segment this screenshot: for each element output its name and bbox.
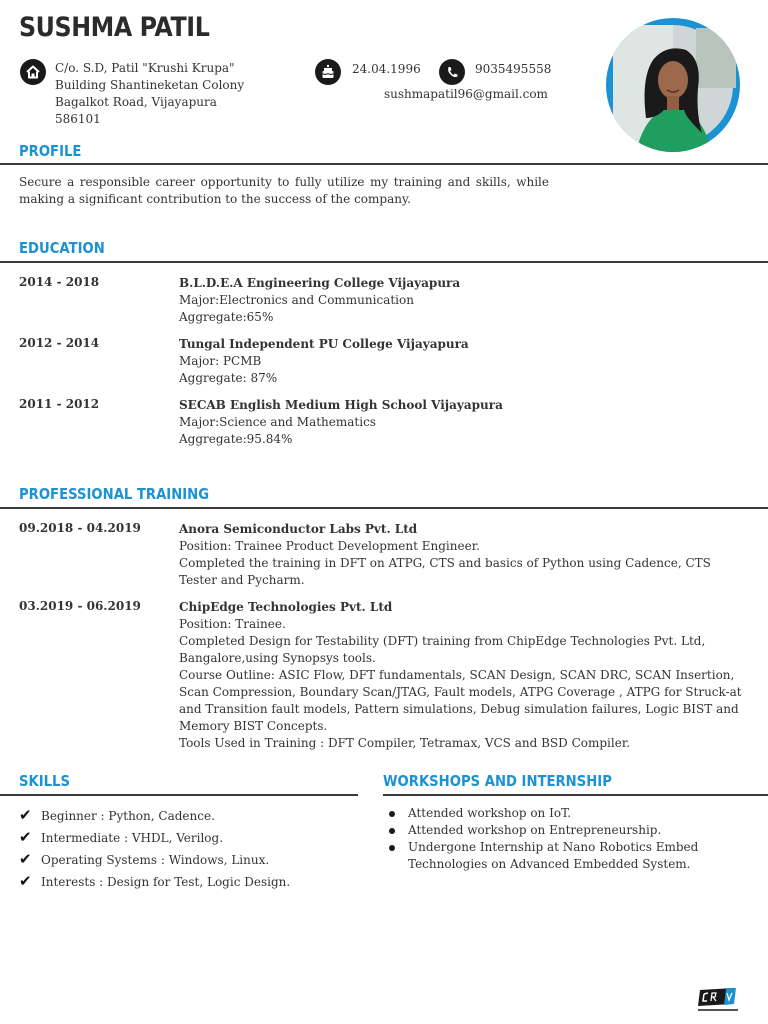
section-divider bbox=[0, 507, 768, 509]
date-of-birth: 24.04.1996 bbox=[352, 62, 421, 76]
workshop-item bbox=[383, 839, 723, 873]
training-details bbox=[179, 521, 749, 589]
section-title-workshops: WORKSHOPS AND INTERNSHIP bbox=[383, 772, 612, 790]
workshop-item bbox=[383, 822, 723, 839]
email-address[interactable]: sushmapatil96@gmail.com bbox=[384, 87, 548, 101]
address-line: C/o. S.D, Patil "Krushi Krupa" bbox=[55, 61, 235, 75]
education-aggregate: Aggregate:95.84% bbox=[179, 432, 293, 446]
address-block bbox=[55, 60, 244, 128]
training-line: Position: Trainee. bbox=[179, 617, 286, 631]
education-major: Major:Science and Mathematics bbox=[179, 415, 376, 429]
training-line: Tools Used in Training : DFT Compiler, Tetramax, VCS and BSD Compiler. bbox=[179, 736, 631, 750]
skill-text: Beginner : Python, Cadence. bbox=[41, 809, 215, 823]
checkmark-icon: ✔ bbox=[19, 806, 32, 824]
training-line: Completed Design for Testability (DFT) training from ChipEdge Technologies Pvt. Ltd, Bangalore,using Synopsys tools. bbox=[179, 634, 706, 665]
training-line: Position: Trainee Product Development Engineer. bbox=[179, 539, 480, 553]
section-divider bbox=[0, 261, 768, 263]
education-details bbox=[179, 275, 749, 326]
workshop-text: Undergone Internship at Nano Robotics Embed Technologies on Advanced Embedded System. bbox=[408, 840, 699, 871]
checkmark-icon: ✔ bbox=[19, 828, 32, 846]
profile-text: Secure a responsible career opportunity to fully utilize my training and skills, while making a significant contribution to the success of the company. bbox=[19, 175, 549, 206]
training-dates: 09.2018 - 04.2019 bbox=[19, 521, 141, 535]
education-aggregate: Aggregate: 87% bbox=[179, 371, 278, 385]
checkmark-icon: ✔ bbox=[19, 872, 32, 890]
craft-cv-logo bbox=[696, 986, 740, 1014]
address-line: Building Shantineketan Colony bbox=[55, 78, 245, 92]
section-divider bbox=[383, 794, 768, 796]
training-details bbox=[179, 599, 749, 752]
home-icon bbox=[20, 59, 46, 85]
skill-item bbox=[19, 808, 290, 830]
profile-photo bbox=[606, 18, 740, 152]
education-details bbox=[179, 336, 749, 387]
skills-list bbox=[19, 808, 290, 896]
section-title-skills: SKILLS bbox=[19, 772, 70, 790]
candidate-name: SUSHMA PATIL bbox=[19, 12, 210, 43]
phone-number: 9035495558 bbox=[475, 62, 552, 76]
training-dates: 03.2019 - 06.2019 bbox=[19, 599, 141, 613]
education-major: Major: PCMB bbox=[179, 354, 262, 368]
skill-text: Intermediate : VHDL, Verilog. bbox=[41, 831, 224, 845]
address-line: Bagalkot Road, Vijayapura bbox=[55, 95, 217, 109]
education-years: 2014 - 2018 bbox=[19, 275, 100, 289]
birthday-cake-icon bbox=[315, 59, 341, 85]
education-major: Major:Electronics and Communication bbox=[179, 293, 414, 307]
training-line: Completed the training in DFT on ATPG, CTS and basics of Python using Cadence, CTS Tester and Pycharm. bbox=[179, 556, 711, 587]
phone-icon bbox=[439, 59, 465, 85]
workshop-text: Attended workshop on IoT. bbox=[408, 806, 572, 820]
institution-name: B.L.D.E.A Engineering College Vijayapura bbox=[179, 276, 461, 290]
institution-name: Tungal Independent PU College Vijayapura bbox=[179, 337, 469, 351]
section-divider bbox=[0, 163, 768, 165]
education-aggregate: Aggregate:65% bbox=[179, 310, 274, 324]
education-years: 2012 - 2014 bbox=[19, 336, 100, 350]
skill-item bbox=[19, 830, 290, 852]
section-title-profile: PROFILE bbox=[19, 142, 82, 160]
address-line: 586101 bbox=[55, 112, 101, 126]
institution-name: SECAB English Medium High School Vijayapura bbox=[179, 398, 503, 412]
bullet-icon bbox=[389, 828, 395, 834]
checkmark-icon: ✔ bbox=[19, 850, 32, 868]
workshop-text: Attended workshop on Entrepreneurship. bbox=[408, 823, 662, 837]
education-years: 2011 - 2012 bbox=[19, 397, 100, 411]
workshop-item bbox=[383, 805, 723, 822]
section-divider bbox=[0, 794, 358, 796]
workshops-list bbox=[383, 805, 723, 873]
section-title-education: EDUCATION bbox=[19, 239, 105, 257]
bullet-icon bbox=[389, 811, 395, 817]
skill-item bbox=[19, 874, 290, 896]
education-details bbox=[179, 397, 749, 448]
skill-item bbox=[19, 852, 290, 874]
section-title-training: PROFESSIONAL TRAINING bbox=[19, 485, 210, 503]
skill-text: Interests : Design for Test, Logic Design. bbox=[41, 875, 291, 889]
bullet-icon bbox=[389, 845, 395, 851]
company-name: ChipEdge Technologies Pvt. Ltd bbox=[179, 600, 393, 614]
company-name: Anora Semiconductor Labs Pvt. Ltd bbox=[179, 522, 418, 536]
training-line: Course Outline: ASIC Flow, DFT fundamentals, SCAN Design, SCAN DRC, SCAN Insertion, Scan Compression, Boundary Scan/JTAG, Fault models, ATPG Coverage , ATPG for Struck-at and Transition fault models, Pattern simulations, Debug simulation failures, Logic BIST and Memory BIST Concepts. bbox=[179, 668, 742, 733]
skill-text: Operating Systems : Windows, Linux. bbox=[41, 853, 270, 867]
